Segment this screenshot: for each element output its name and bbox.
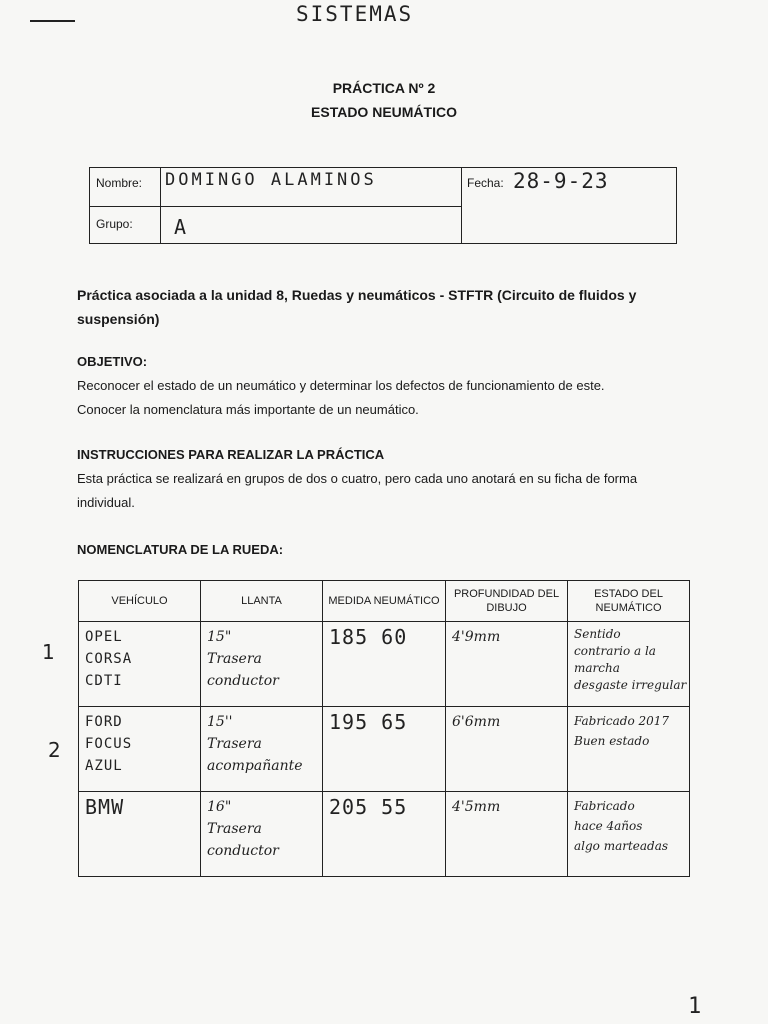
identification-divider: [90, 206, 462, 207]
objetivo-line: Reconocer el estado de un neumático y determinar los defectos de funcionamiento de este.: [77, 378, 605, 393]
grupo-field[interactable]: A: [174, 215, 188, 239]
profundidad-value: 4'9mm: [452, 629, 501, 645]
identification-divider: [461, 168, 462, 243]
medida-value: 195 65: [329, 710, 408, 734]
vehiculo-value: FORD FOCUS AZUL: [85, 714, 133, 774]
table-cell[interactable]: [568, 792, 690, 877]
grupo-label: Grupo:: [96, 217, 133, 231]
estado-value: Fabricado hace 4años algo marteadas: [574, 799, 669, 853]
nombre-field[interactable]: DOMINGO ALAMINOS: [165, 170, 377, 190]
medida-value: 185 60: [329, 625, 408, 649]
column-header: ESTADO DEL NEUMÁTICO: [568, 581, 690, 622]
llanta-value: 15" Trasera conductor: [207, 629, 279, 689]
table-cell[interactable]: [201, 707, 323, 792]
instrucciones-text: Esta práctica se realizará en grupos de dos o cuatro, pero cada uno anotará en su ficha de forma individual.: [77, 471, 638, 510]
fecha-label: Fecha:: [467, 176, 504, 190]
profundidad-value: 4'5mm: [452, 799, 501, 815]
table-cell[interactable]: [201, 622, 323, 707]
table-cell[interactable]: [201, 792, 323, 877]
column-header: LLANTA: [201, 581, 323, 622]
fecha-field[interactable]: 28-9-23: [513, 169, 609, 193]
table-header-row: [79, 581, 690, 622]
subject-heading: Práctica asociada a la unidad 8, Ruedas y neumáticos - STFTR (Circuito de fluidos y suspensión): [77, 287, 637, 327]
llanta-value: 15'' Trasera acompañante: [207, 714, 303, 774]
table-cell[interactable]: [79, 622, 201, 707]
objetivo-line: Conocer la nomenclatura más importante de un neumático.: [77, 402, 419, 417]
nombre-label: Nombre:: [96, 176, 143, 190]
table-cell[interactable]: [79, 792, 201, 877]
estado-value: Sentido contrario a la marcha desgaste irregular: [574, 627, 687, 692]
row-number: 2: [48, 738, 62, 762]
table-cell[interactable]: [323, 622, 446, 707]
llanta-value: 16" Trasera conductor: [207, 799, 279, 859]
table-row: [79, 792, 690, 877]
nomenclatura-heading: NOMENCLATURA DE LA RUEDA:: [77, 542, 284, 557]
objetivo-heading: OBJETIVO:: [77, 354, 148, 369]
table-cell[interactable]: [568, 622, 690, 707]
table-row: [79, 707, 690, 792]
table-cell[interactable]: [568, 707, 690, 792]
table-cell[interactable]: [323, 707, 446, 792]
table-cell[interactable]: [446, 792, 568, 877]
table-cell[interactable]: [446, 622, 568, 707]
table-row: [79, 622, 690, 707]
column-header: MEDIDA NEUMÁTICO: [323, 581, 446, 622]
nomenclature-table: [78, 580, 690, 877]
column-header: PROFUNDIDAD DEL DIBUJO: [446, 581, 568, 622]
column-header: VEHÍCULO: [79, 581, 201, 622]
instrucciones-heading: INSTRUCCIONES PARA REALIZAR LA PRÁCTICA: [77, 447, 385, 462]
vehiculo-value: BMW: [85, 795, 125, 819]
table-cell[interactable]: [323, 792, 446, 877]
profundidad-value: 6'6mm: [452, 714, 501, 730]
row-number: 1: [42, 640, 56, 664]
table-cell[interactable]: [446, 707, 568, 792]
identification-divider: [160, 168, 161, 243]
handwritten-dash: [30, 20, 75, 22]
estado-value: Fabricado 2017 Buen estado: [574, 714, 670, 748]
handwritten-subject-tag: SISTEMAS: [296, 2, 414, 26]
practice-title: PRÁCTICA Nº 2: [332, 80, 436, 96]
vehiculo-value: OPEL CORSA CDTI: [85, 629, 133, 689]
page-number: 1: [688, 994, 703, 1019]
table-cell[interactable]: [79, 707, 201, 792]
medida-value: 205 55: [329, 795, 408, 819]
practice-subtitle: ESTADO NEUMÁTICO: [311, 104, 457, 120]
